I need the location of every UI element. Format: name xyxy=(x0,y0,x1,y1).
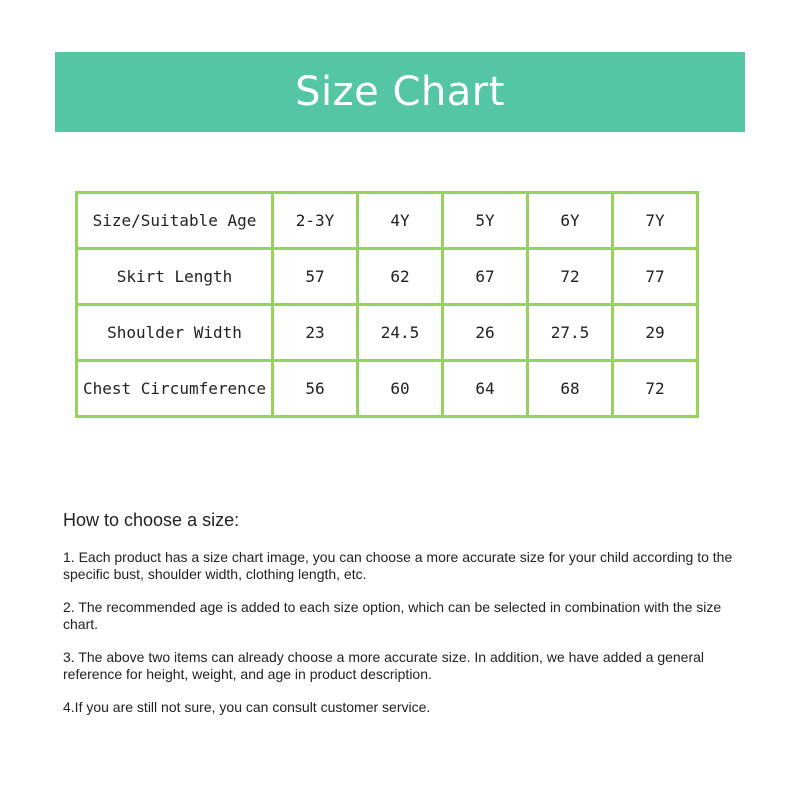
table-row xyxy=(77,305,698,361)
table-cell: 60 xyxy=(358,361,443,417)
banner-title: Size Chart xyxy=(295,69,505,115)
table-cell: 7Y xyxy=(613,193,698,249)
table-cell: 24.5 xyxy=(358,305,443,361)
table-cell: 68 xyxy=(528,361,613,417)
row-header-chest-circumference: Chest Circumference xyxy=(77,361,273,417)
table-cell: 2-3Y xyxy=(273,193,358,249)
table-row xyxy=(77,249,698,305)
table-cell: 29 xyxy=(613,305,698,361)
row-header-skirt-length: Skirt Length xyxy=(77,249,273,305)
guide-item: 4.If you are still not sure, you can consult customer service. xyxy=(63,699,431,715)
table-cell: 26 xyxy=(443,305,528,361)
table-cell: 23 xyxy=(273,305,358,361)
table-cell: 56 xyxy=(273,361,358,417)
table-cell: 67 xyxy=(443,249,528,305)
guide-item: 3. The above two items can already choose a more accurate size. In addition, we have added a general reference for height, weight, and age in product description. xyxy=(63,649,705,682)
size-table xyxy=(75,191,699,418)
table-cell: 4Y xyxy=(358,193,443,249)
table-cell: 72 xyxy=(528,249,613,305)
table-cell: 5Y xyxy=(443,193,528,249)
table-cell: 62 xyxy=(358,249,443,305)
guide-item: 1. Each product has a size chart image, you can choose a more accurate size for your child according to the specific bust, shoulder width, clothing length, etc. xyxy=(63,549,733,582)
table-cell: 64 xyxy=(443,361,528,417)
table-row xyxy=(77,193,698,249)
size-guide xyxy=(63,510,753,732)
title-banner xyxy=(55,52,745,132)
table-cell: 27.5 xyxy=(528,305,613,361)
table-row xyxy=(77,361,698,417)
row-header-shoulder-width: Shoulder Width xyxy=(77,305,273,361)
guide-heading: How to choose a size: xyxy=(63,510,240,530)
table-cell: 72 xyxy=(613,361,698,417)
table-cell: 6Y xyxy=(528,193,613,249)
row-header-size-age: Size/Suitable Age xyxy=(77,193,273,249)
guide-item: 2. The recommended age is added to each size option, which can be selected in combination with the size chart. xyxy=(63,599,722,632)
table-cell: 77 xyxy=(613,249,698,305)
table-cell: 57 xyxy=(273,249,358,305)
